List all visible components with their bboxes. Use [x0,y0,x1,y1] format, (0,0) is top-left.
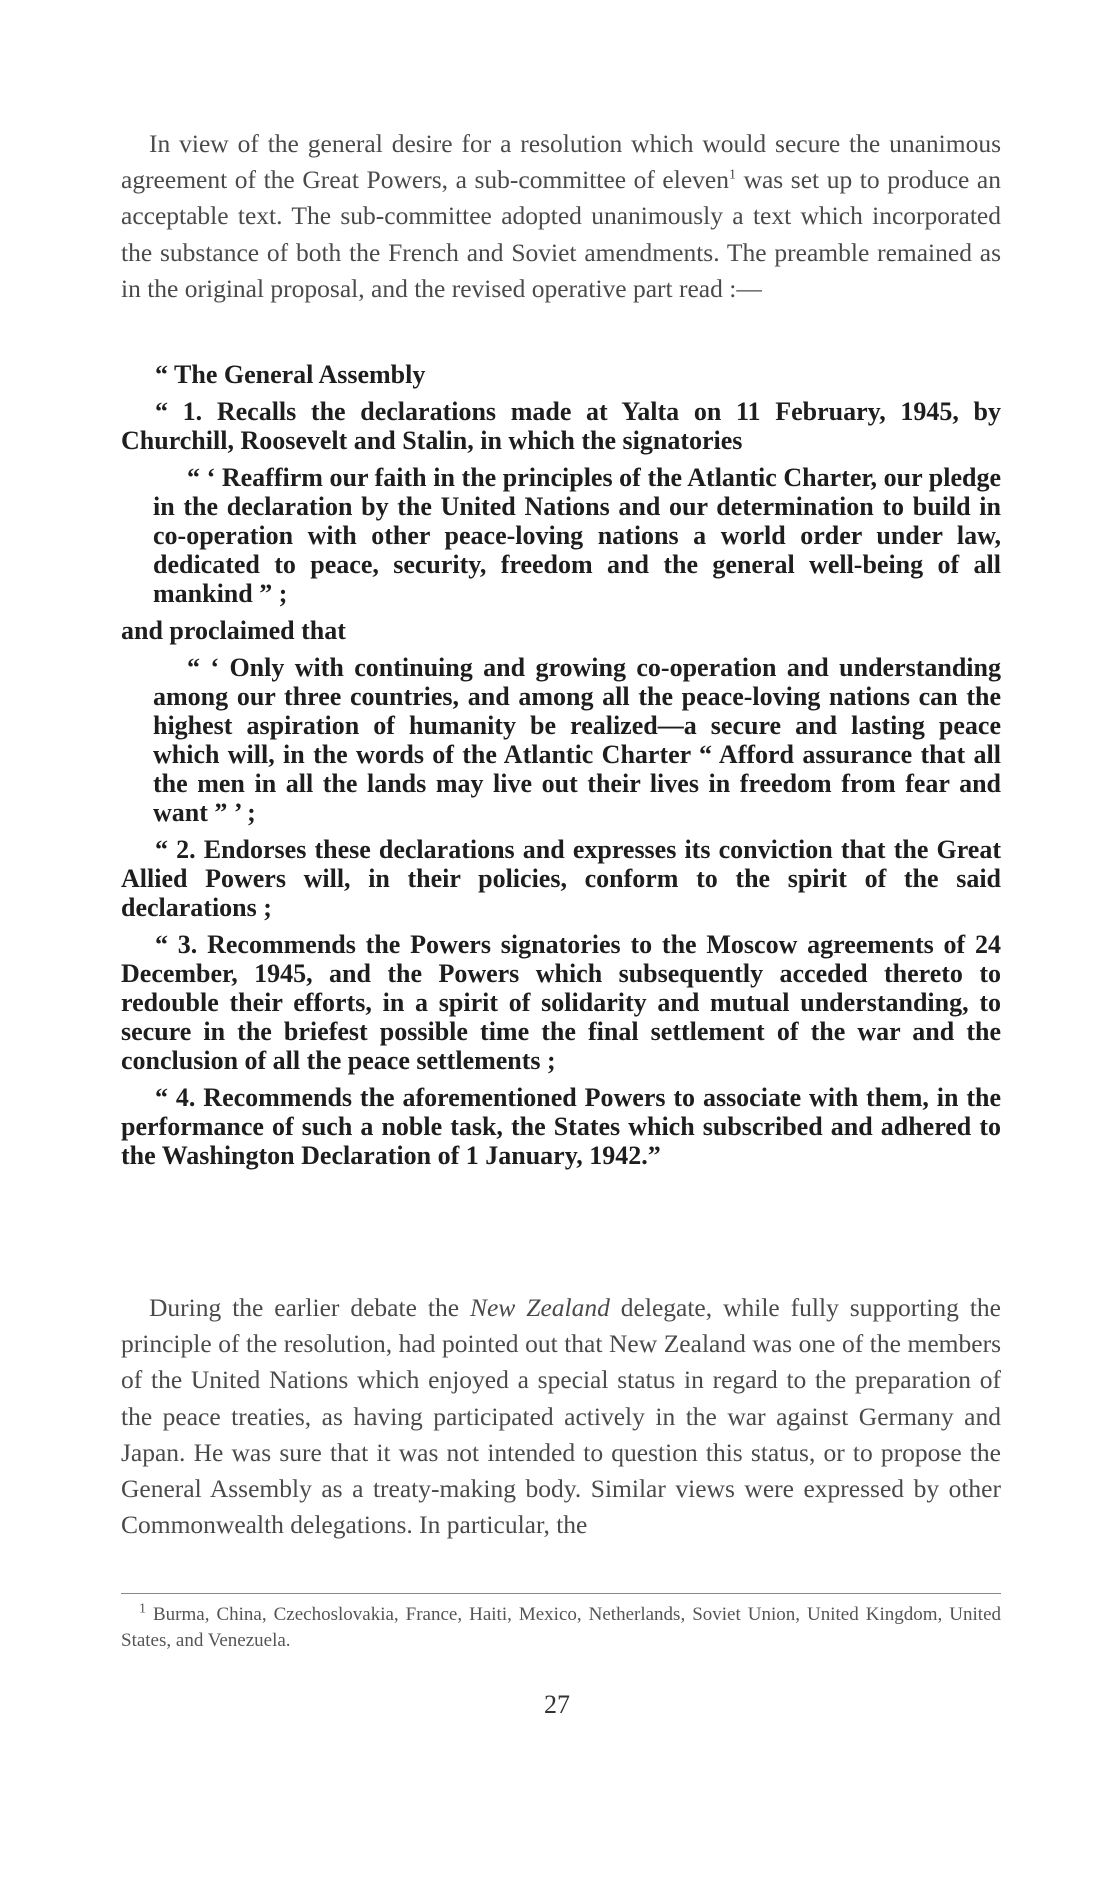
nz-text-before: During the earlier debate the [149,1293,470,1322]
intro-text-rest: was set up to produce an acceptable text. The sub-committee adopted unanimously a text which incorporated the substance of both the French and Soviet amendments. The preamble remained as in the original proposal, and the revised operative part read :— [121,165,1002,303]
nz-text-after: delegate, while fully supporting the principle of the resolution, had pointed out that New Zealand was one of the members of the United Nations which enjoyed a special status in regard to the preparation of the peace treaties, as having participated actively in the war against Germany and Japan. He was sure that it was not intended to question this status, or to propose the General Assembly as a treaty-making body. Similar views were expressed by other Commonwealth delegations. In particular, the [121,1293,1001,1540]
intro-paragraph [121,126,1001,307]
resolution-item-3: “ 3. Recommends the Powers signatories to the Moscow agreements of 24 December, 1945, and the Powers which subsequently acceded thereto to redouble their efforts, in a spirit of solidarity and mutual understanding, to secure in the briefest possible time the final settlement of the war and the conclusion of all the peace settlements ; [121,930,1001,1075]
page-number: 27 [544,1690,570,1719]
resolution-quote-1: “ ‘ Reaffirm our faith in the principles of the Atlantic Charter, our pledge in the declaration by the United Nations and our determination to build in co-operation with other peace-loving nations a world order under law, dedicated to peace, security, freedom and the general well-being of all mankind ” ; [153,463,1001,608]
resolution-item-2: “ 2. Endorses these declarations and expresses its conviction that the Great Allied Powers will, in their policies, conform to the spirit of the said declarations ; [121,835,1001,922]
footnote-rule [121,1593,1001,1594]
resolution-heading: “ The General Assembly [155,360,426,389]
footnote-ref: 1 [728,167,736,183]
resolution-quote-2: “ ‘ Only with continuing and growing co-operation and understanding among our three countries, and among all the peace-loving nations can the highest aspiration of humanity be realized—a secure and lasting peace which will, in the words of the Atlantic Charter “ Afford assurance that all the men in all the lands may live out their lives in freedom from fear and want ” ’ ; [153,653,1001,827]
footnote-text: Burma, China, Czechoslovakia, France, Haiti, Mexico, Netherlands, Soviet Union, United Kingdom, United States, and Venezuela. [121,1604,1001,1651]
nz-italic: New Zealand [469,1293,610,1322]
intro-text: In view of the general desire for a resolution which would secure the unanimous agreement of the Great Powers, a sub-committee of eleven [121,129,1001,195]
resolution-item-4: “ 4. Recommends the aforementioned Powers to associate with them, in the performance of such a noble task, the States which subscribed and adhered to the Washington Declaration of 1 January, 1942.” [121,1083,1001,1170]
footnote [121,1602,1001,1654]
resolution-block [121,360,1001,1170]
nz-paragraph [121,1290,1001,1543]
resolution-proclaimed: and proclaimed that [121,616,346,645]
footnote-marker: 1 [139,1601,146,1617]
resolution-item-1: “ 1. Recalls the declarations made at Yalta on 11 February, 1945, by Churchill, Roosevelt and Stalin, in which the signatories [121,397,1001,455]
